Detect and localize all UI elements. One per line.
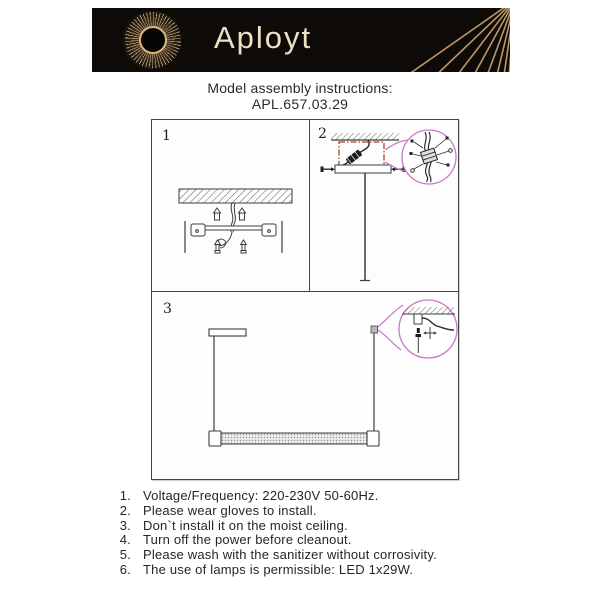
instruction-text: Please wash with the sanitizer without corrosivity. [143, 547, 437, 562]
wall-anchors [214, 208, 246, 220]
step-1-number: 1 [162, 128, 171, 144]
ceiling-hatch [179, 189, 292, 203]
instruction-text: Don`t install it on the moist ceiling. [143, 517, 348, 533]
instruction-item [100, 504, 530, 519]
assembly-diagram [151, 119, 459, 480]
instruction-number: 4. [119, 532, 131, 548]
step-2-number: 2 [318, 126, 327, 142]
step-3-panel [152, 292, 458, 479]
instruction-number: 2. [119, 502, 131, 518]
instruction-text: The use of lamps is permissible: LED 1x29W. [143, 561, 414, 577]
title-block [0, 81, 600, 112]
ceiling-canopy [209, 329, 246, 336]
instruction-number: 5. [119, 547, 131, 562]
sunburst-logo-icon [125, 12, 181, 68]
ceiling-hatch [331, 133, 399, 140]
mounting-plate [335, 165, 391, 173]
step-2-panel [310, 120, 458, 292]
instruction-item [100, 519, 530, 534]
linear-lamp-bar [209, 431, 379, 446]
model-number: APL.657.03.29 [251, 95, 349, 112]
step-1-panel [152, 120, 310, 292]
suspension-rod [360, 173, 370, 281]
instruction-list [100, 489, 530, 578]
mounting-screws [215, 240, 247, 253]
instruction-item [100, 563, 530, 578]
rays-decoration-icon [390, 8, 510, 72]
brand-name: Aployt [214, 19, 313, 55]
instruction-number: 1. [119, 488, 131, 503]
mounting-bracket [191, 224, 276, 236]
instruction-number: 6. [119, 561, 131, 577]
instruction-item [100, 489, 530, 504]
step-2-drawing [310, 120, 458, 291]
cable-ceiling-connector [371, 326, 378, 333]
instruction-item [100, 548, 530, 563]
instruction-text: Voltage/Frequency: 220-230V 50-60Hz. [143, 488, 379, 503]
step-1-drawing [152, 120, 309, 291]
instruction-text: Please wear gloves to install. [143, 502, 317, 518]
instruction-text: Turn off the power before cleanout. [143, 532, 352, 548]
instruction-item [100, 533, 530, 548]
instruction-number: 3. [119, 517, 131, 533]
brand-header [92, 8, 510, 72]
step-3-number: 3 [163, 301, 172, 317]
page-title: Model assembly instructions: [207, 80, 393, 96]
step-3-drawing [152, 292, 458, 479]
suspension-cables [214, 333, 374, 432]
